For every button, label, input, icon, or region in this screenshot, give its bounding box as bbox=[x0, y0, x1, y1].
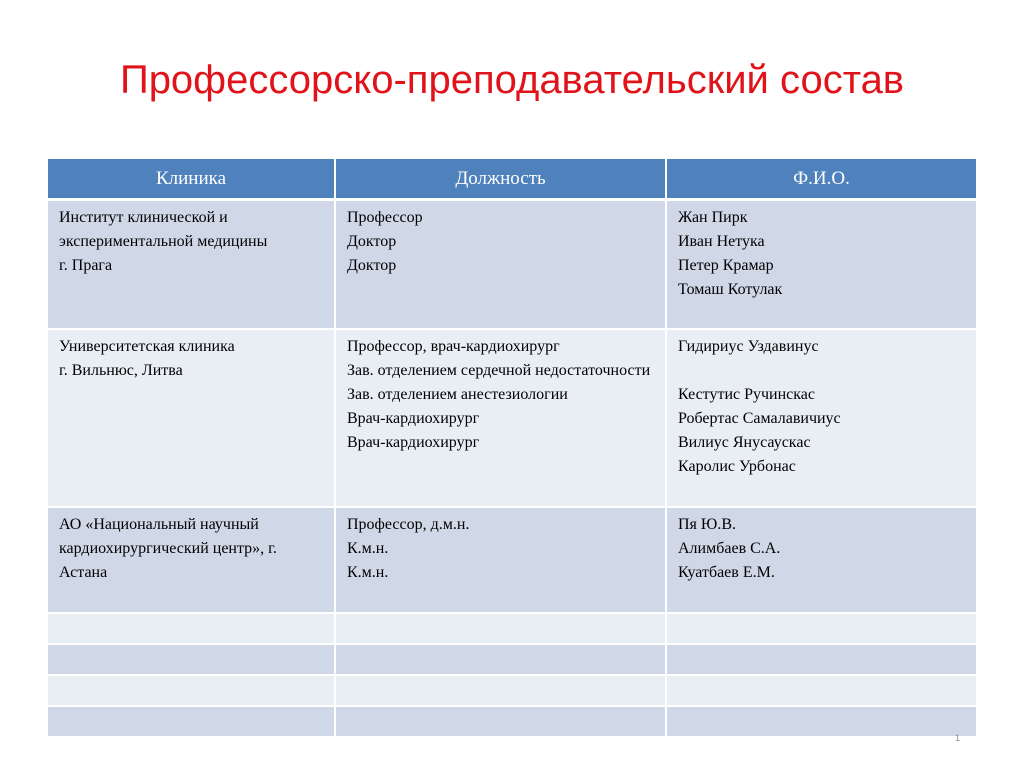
empty-cell bbox=[48, 644, 335, 675]
empty-cell bbox=[666, 613, 976, 644]
cell-position: Профессор, врач-кардиохирург Зав. отделением сердечной недостаточности Зав. отделением анестезиологии Врач-кардиохирург Врач-кардиохирург bbox=[335, 329, 666, 507]
cell-names: Жан Пирк Иван Нетука Петер Крамар Томаш Котулак bbox=[666, 200, 976, 330]
staff-table bbox=[48, 159, 976, 738]
empty-cell bbox=[666, 644, 976, 675]
table-row bbox=[48, 200, 976, 330]
table-row bbox=[48, 507, 976, 613]
slide-title: Профессорско-преподавательский состав bbox=[119, 58, 905, 102]
empty-cell bbox=[48, 613, 335, 644]
empty-cell bbox=[48, 675, 335, 706]
table-header-row bbox=[48, 159, 976, 200]
cell-clinic: Университетская клиника г. Вильнюс, Литва bbox=[48, 329, 335, 507]
header-clinic: Клиника bbox=[48, 159, 335, 200]
empty-cell bbox=[335, 706, 666, 737]
empty-table-row bbox=[48, 644, 976, 675]
cell-position: Профессор Доктор Доктор bbox=[335, 200, 666, 330]
cell-names: Пя Ю.В. Алимбаев С.А. Куатбаев Е.М. bbox=[666, 507, 976, 613]
header-name: Ф.И.О. bbox=[666, 159, 976, 200]
empty-table-row bbox=[48, 675, 976, 706]
empty-cell bbox=[335, 675, 666, 706]
table-row bbox=[48, 329, 976, 507]
cell-clinic: Институт клинической и экспериментальной медицины г. Прага bbox=[48, 200, 335, 330]
cell-names: Гидириус Уздавинус Кестутис Ручинскас Робертас Самалавичиус Вилиус Янусаускас Каролис Урбонас bbox=[666, 329, 976, 507]
header-position: Должность bbox=[335, 159, 666, 200]
empty-cell bbox=[666, 675, 976, 706]
empty-cell bbox=[666, 706, 976, 737]
empty-table-row bbox=[48, 613, 976, 644]
cell-position: Профессор, д.м.н. К.м.н. К.м.н. bbox=[335, 507, 666, 613]
empty-table-row bbox=[48, 706, 976, 737]
empty-cell bbox=[48, 706, 335, 737]
cell-clinic: АО «Национальный научный кардиохирургический центр», г. Астана bbox=[48, 507, 335, 613]
page-number: 1 bbox=[955, 733, 961, 743]
empty-cell bbox=[335, 613, 666, 644]
empty-cell bbox=[335, 644, 666, 675]
